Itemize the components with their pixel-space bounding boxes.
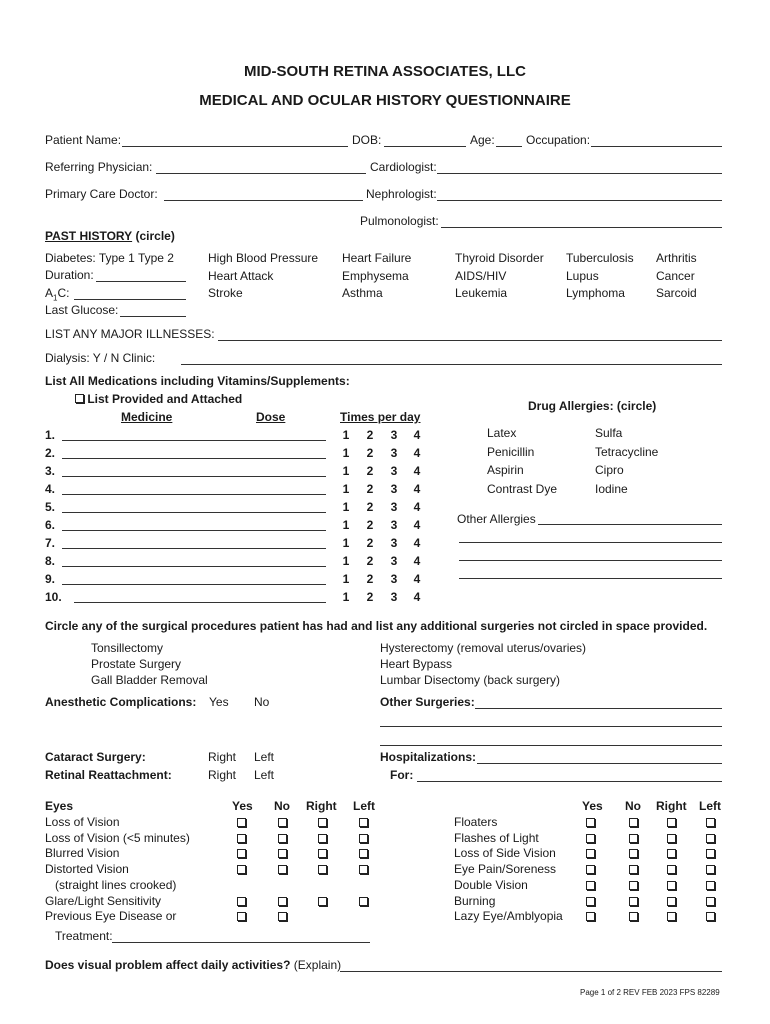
condition-option[interactable]: Lupus <box>566 268 599 283</box>
other-surgeries-line[interactable] <box>380 745 722 746</box>
a1c-field[interactable] <box>74 299 186 300</box>
checkbox[interactable] <box>278 912 287 921</box>
medication-row-number: 3. <box>45 464 56 478</box>
times-per-day-option[interactable]: 4 <box>413 500 421 514</box>
times-per-day-option[interactable]: 1 <box>342 482 350 496</box>
checkbox[interactable] <box>629 818 638 827</box>
cataract-left[interactable]: Left <box>254 750 275 764</box>
times-per-day-option[interactable]: 3 <box>390 428 398 442</box>
eye-symptom: Floaters <box>454 815 498 829</box>
surgery-option[interactable]: Tonsillectomy <box>91 641 164 655</box>
anesthetic-label: Anesthetic Complications: <box>45 695 197 709</box>
eye-symptom: Previous Eye Disease or <box>45 909 177 924</box>
cataract-right[interactable]: Right <box>208 750 237 764</box>
checkbox[interactable] <box>706 881 715 890</box>
major-illnesses-label: LIST ANY MAJOR ILLNESSES: <box>45 327 215 341</box>
col-dose: Dose <box>256 410 286 424</box>
checkbox[interactable] <box>278 818 287 827</box>
checkbox[interactable] <box>706 865 715 874</box>
times-per-day-option[interactable]: 1 <box>342 500 350 514</box>
a1c-a: A <box>45 286 54 300</box>
treatment-field[interactable] <box>112 942 370 943</box>
eye-symptom: Eye Pain/Soreness <box>454 862 557 877</box>
times-per-day-option[interactable]: 2 <box>366 500 374 514</box>
times-per-day-option[interactable]: 1 <box>342 446 350 460</box>
cataract-label: Cataract Surgery: <box>45 750 146 764</box>
hospitalizations-label: Hospitalizations: <box>380 750 477 764</box>
age-label: Age: <box>470 133 495 147</box>
patient-name-field[interactable] <box>122 146 348 147</box>
medication-field[interactable] <box>62 530 326 531</box>
times-per-day-option[interactable]: 3 <box>390 518 398 532</box>
medication-row-number: 5. <box>45 500 56 514</box>
medication-field[interactable] <box>62 476 326 477</box>
eye-symptom: Loss of Vision (<5 minutes) <box>45 830 190 845</box>
times-per-day-option[interactable]: 4 <box>413 518 421 532</box>
times-per-day-option[interactable]: 3 <box>390 464 398 478</box>
times-per-day-option[interactable]: 2 <box>366 482 374 496</box>
pulmonologist-field[interactable] <box>441 227 722 228</box>
checkbox[interactable] <box>629 881 638 890</box>
checkbox[interactable] <box>278 834 287 843</box>
surgery-option[interactable]: Gall Bladder Removal <box>91 673 208 687</box>
condition-option[interactable]: Heart Attack <box>208 268 274 283</box>
medication-row-number: 8. <box>45 554 56 568</box>
medication-row-number: 1. <box>45 428 56 442</box>
checkbox[interactable] <box>237 912 246 921</box>
checkbox[interactable] <box>318 865 327 874</box>
checkbox[interactable] <box>706 912 715 921</box>
daily-activities-question: Does visual problem affect daily activities? <box>45 958 291 972</box>
eye-symptom: Glare/Light Sensitivity <box>45 893 162 908</box>
other-allergies-line[interactable] <box>459 542 722 543</box>
times-per-day-option[interactable]: 4 <box>413 446 421 460</box>
checkbox[interactable] <box>318 834 327 843</box>
times-per-day-option[interactable]: 3 <box>390 446 398 460</box>
medication-field[interactable] <box>74 602 326 603</box>
condition-option[interactable]: Lymphoma <box>566 286 625 300</box>
times-per-day-option[interactable]: 1 <box>342 518 350 532</box>
eyes-title: Eyes <box>45 799 74 813</box>
checkbox[interactable] <box>706 818 715 827</box>
checkbox[interactable] <box>667 834 676 843</box>
other-allergies-field[interactable] <box>538 524 722 525</box>
checkbox[interactable] <box>237 849 246 858</box>
eye-symptom: Double Vision <box>454 877 528 892</box>
checkbox[interactable] <box>667 897 676 906</box>
provided-checkbox-row[interactable] <box>75 392 242 406</box>
past-history-heading <box>45 229 175 243</box>
times-per-day-option[interactable]: 3 <box>390 536 398 550</box>
times-per-day-option[interactable]: 2 <box>366 554 374 568</box>
for-field[interactable] <box>417 781 722 782</box>
condition-option[interactable]: AIDS/HIV <box>455 268 507 283</box>
other-allergies-line[interactable] <box>459 560 722 561</box>
allergy-option[interactable]: Penicillin <box>487 444 535 459</box>
checkbox[interactable] <box>237 834 246 843</box>
times-per-day-option[interactable]: 1 <box>342 554 350 568</box>
checkbox[interactable] <box>318 818 327 827</box>
nephrologist-label: Nephrologist: <box>366 187 437 201</box>
condition-option[interactable]: Arthritis <box>656 251 697 265</box>
checkbox[interactable] <box>586 897 595 906</box>
anesthetic-yes[interactable]: Yes <box>209 695 229 709</box>
condition-option[interactable]: Tuberculosis <box>566 251 634 265</box>
checkbox[interactable] <box>667 849 676 858</box>
referring-field[interactable] <box>156 173 366 174</box>
surgery-option[interactable]: Prostate Surgery <box>91 657 182 671</box>
times-per-day-option[interactable]: 2 <box>366 572 374 586</box>
eye-symptom: Loss of Vision <box>45 815 120 829</box>
pcp-label: Primary Care Doctor: <box>45 187 158 201</box>
hospitalizations-field[interactable] <box>477 763 722 764</box>
glucose-label: Last Glucose: <box>45 303 119 317</box>
checkbox[interactable] <box>586 881 595 890</box>
condition-option[interactable]: High Blood Pressure <box>208 251 319 265</box>
eye-symptom: Blurred Vision <box>45 846 120 861</box>
checkbox[interactable] <box>359 834 368 843</box>
checkbox[interactable] <box>667 865 676 874</box>
checkbox[interactable] <box>318 897 327 906</box>
allergy-option[interactable]: Aspirin <box>487 463 524 477</box>
checkbox[interactable] <box>278 849 287 858</box>
times-per-day-option[interactable]: 3 <box>390 554 398 568</box>
times-per-day-option[interactable]: 2 <box>366 536 374 550</box>
allergy-option[interactable]: Contrast Dye <box>487 481 558 496</box>
age-field[interactable] <box>496 146 522 147</box>
eyes-col-header: Yes <box>232 799 253 813</box>
condition-option[interactable]: Emphysema <box>342 268 409 283</box>
patient-name-label: Patient Name: <box>45 133 122 147</box>
eye-symptom: Lazy Eye/Amblyopia <box>454 909 563 924</box>
other-allergies-line[interactable] <box>459 578 722 579</box>
surgery-option[interactable]: Heart Bypass <box>380 657 453 671</box>
daily-activities-explain: (Explain) <box>293 958 342 972</box>
checkbox[interactable] <box>359 818 368 827</box>
times-per-day-option[interactable]: 3 <box>390 590 398 604</box>
occupation-label: Occupation: <box>526 133 591 147</box>
checkbox[interactable] <box>706 834 715 843</box>
times-per-day-option[interactable]: 1 <box>342 464 350 478</box>
eye-symptom: Flashes of Light <box>454 830 539 845</box>
daily-activities-field[interactable] <box>340 971 722 972</box>
checkbox[interactable] <box>667 881 676 890</box>
diabetes-label[interactable]: Diabetes: Type 1 Type 2 <box>45 251 174 265</box>
times-per-day-option[interactable]: 4 <box>413 482 421 496</box>
checkbox[interactable] <box>359 897 368 906</box>
provided-label: List Provided and Attached <box>87 392 243 406</box>
surgery-instruction: Circle any of the surgical procedures patient has had and list any additional surgeries not circled in space provided. <box>45 619 708 633</box>
checkbox[interactable] <box>586 912 595 921</box>
condition-option[interactable]: Stroke <box>208 286 243 300</box>
allergy-option[interactable]: Latex <box>487 426 517 440</box>
allergy-option[interactable]: Cipro <box>595 463 624 477</box>
treatment-label: Treatment: <box>55 929 113 943</box>
condition-option[interactable]: Leukemia <box>455 286 508 300</box>
medication-field[interactable] <box>62 494 326 495</box>
allergy-option[interactable]: Tetracycline <box>595 444 659 459</box>
col-medicine: Medicine <box>121 410 173 424</box>
medication-row-number: 7. <box>45 536 56 550</box>
medications-title: List All Medications including Vitamins/Supplements: <box>45 374 350 388</box>
nephrologist-field[interactable] <box>437 200 722 201</box>
cardiologist-label: Cardiologist: <box>370 160 437 174</box>
medication-field[interactable] <box>62 566 326 567</box>
allergy-option[interactable]: Sulfa <box>595 426 623 440</box>
major-illnesses-field[interactable] <box>218 340 722 341</box>
condition-option[interactable]: Heart Failure <box>342 251 412 265</box>
medication-field[interactable] <box>62 584 326 585</box>
retinal-right[interactable]: Right <box>208 768 237 782</box>
other-allergies-label: Other Allergies <box>457 512 536 526</box>
daily-activities-row <box>45 958 341 972</box>
condition-option[interactable]: Cancer <box>656 268 695 283</box>
anesthetic-no[interactable]: No <box>254 695 270 709</box>
retinal-label: Retinal Reattachment: <box>45 768 172 782</box>
other-surgeries-label: Other Surgeries: <box>380 695 475 709</box>
a1c-sub: 1 <box>53 293 58 303</box>
checkbox[interactable] <box>586 865 595 874</box>
times-per-day-option[interactable]: 2 <box>366 590 374 604</box>
checkbox[interactable] <box>318 849 327 858</box>
pcp-field[interactable] <box>164 200 363 201</box>
org-name: MID-SOUTH RETINA ASSOCIATES, LLC <box>244 63 526 80</box>
medication-field[interactable] <box>62 458 326 459</box>
medication-row-number: 9. <box>45 572 56 586</box>
medication-field[interactable] <box>62 548 326 549</box>
col-times: Times per day <box>340 410 421 424</box>
surgery-option[interactable]: Hysterectomy (removal uterus/ovaries) <box>380 641 587 655</box>
allergy-option[interactable]: Iodine <box>595 481 628 496</box>
medication-row-number: 4. <box>45 482 56 496</box>
medication-row-number: 2. <box>45 446 56 460</box>
dob-field[interactable] <box>384 146 466 147</box>
eyes-col-header: No <box>625 799 641 813</box>
checkbox[interactable] <box>629 834 638 843</box>
eyes-col-header: Left <box>353 799 375 813</box>
medication-row-number: 10. <box>45 590 62 604</box>
eyes-col-header: Right <box>306 799 337 813</box>
times-per-day-option[interactable]: 4 <box>413 536 421 550</box>
times-per-day-option[interactable]: 1 <box>342 428 350 442</box>
times-per-day-option[interactable]: 1 <box>342 572 350 586</box>
times-per-day-option[interactable]: 4 <box>413 554 421 568</box>
retinal-left[interactable]: Left <box>254 768 275 782</box>
other-surgeries-field[interactable] <box>475 708 722 709</box>
times-per-day-option[interactable]: 3 <box>390 572 398 586</box>
occupation-field[interactable] <box>591 146 722 147</box>
duration-label: Duration: <box>45 268 94 282</box>
times-per-day-option[interactable]: 4 <box>413 572 421 586</box>
checkbox[interactable] <box>586 818 595 827</box>
times-per-day-option[interactable]: 2 <box>366 428 374 442</box>
condition-option[interactable]: Asthma <box>342 286 383 300</box>
checkbox[interactable] <box>359 865 368 874</box>
eyes-col-header: No <box>274 799 290 813</box>
eyes-col-header: Yes <box>582 799 603 813</box>
times-per-day-option[interactable]: 1 <box>342 590 350 604</box>
eyes-col-header: Right <box>656 799 687 813</box>
pulmonologist-label: Pulmonologist: <box>360 214 439 228</box>
times-per-day-option[interactable]: 4 <box>413 428 421 442</box>
past-history-title: PAST HISTORY <box>45 229 133 243</box>
medication-field[interactable] <box>62 512 326 513</box>
a1c-c: C: <box>57 286 70 300</box>
a1c-label <box>45 286 69 302</box>
times-per-day-option[interactable]: 3 <box>390 500 398 514</box>
dob-label: DOB: <box>352 133 382 147</box>
form-title: MEDICAL AND OCULAR HISTORY QUESTIONNAIRE <box>199 92 571 109</box>
medication-field[interactable] <box>62 440 326 441</box>
times-per-day-option[interactable]: 4 <box>413 464 421 478</box>
checkbox[interactable] <box>667 818 676 827</box>
times-per-day-option[interactable]: 2 <box>366 518 374 532</box>
checkbox[interactable] <box>629 865 638 874</box>
condition-option[interactable]: Sarcoid <box>656 286 697 300</box>
times-per-day-option[interactable]: 1 <box>342 536 350 550</box>
for-label: For: <box>390 768 414 782</box>
duration-field[interactable] <box>96 281 186 282</box>
checkbox[interactable] <box>586 834 595 843</box>
cardiologist-field[interactable] <box>437 173 722 174</box>
other-surgeries-line[interactable] <box>380 726 722 727</box>
checkbox[interactable] <box>359 849 368 858</box>
eye-symptom: (straight lines crooked) <box>55 877 177 892</box>
checkbox[interactable] <box>667 912 676 921</box>
checkbox[interactable] <box>237 897 246 906</box>
eye-symptom: Burning <box>454 893 496 908</box>
allergies-title: Drug Allergies: (circle) <box>528 399 657 413</box>
eye-symptom: Distorted Vision <box>45 862 129 877</box>
past-history-suffix: (circle) <box>135 229 175 243</box>
glucose-field[interactable] <box>120 316 186 317</box>
dialysis-clinic-field[interactable] <box>181 364 722 365</box>
page-footer: Page 1 of 2 REV FEB 2023 FPS 82289 <box>580 988 720 997</box>
times-per-day-option[interactable]: 2 <box>366 446 374 460</box>
checkbox[interactable] <box>629 849 638 858</box>
times-per-day-option[interactable]: 4 <box>413 590 421 604</box>
medication-row-number: 6. <box>45 518 56 532</box>
checkbox[interactable] <box>75 394 84 403</box>
times-per-day-option[interactable]: 2 <box>366 464 374 478</box>
condition-option[interactable]: Thyroid Disorder <box>455 251 544 265</box>
eyes-col-header: Left <box>699 799 721 813</box>
checkbox[interactable] <box>586 849 595 858</box>
checkbox[interactable] <box>629 897 638 906</box>
checkbox[interactable] <box>237 818 246 827</box>
checkbox[interactable] <box>278 865 287 874</box>
surgery-option[interactable]: Lumbar Disectomy (back surgery) <box>380 673 561 687</box>
referring-label: Referring Physician: <box>45 160 153 174</box>
checkbox[interactable] <box>706 897 715 906</box>
times-per-day-option[interactable]: 3 <box>390 482 398 496</box>
eye-symptom: Loss of Side Vision <box>454 846 556 861</box>
dialysis-label[interactable]: Dialysis: Y / N Clinic: <box>45 351 156 365</box>
checkbox[interactable] <box>706 849 715 858</box>
checkbox[interactable] <box>237 865 246 874</box>
checkbox[interactable] <box>278 897 287 906</box>
checkbox[interactable] <box>629 912 638 921</box>
